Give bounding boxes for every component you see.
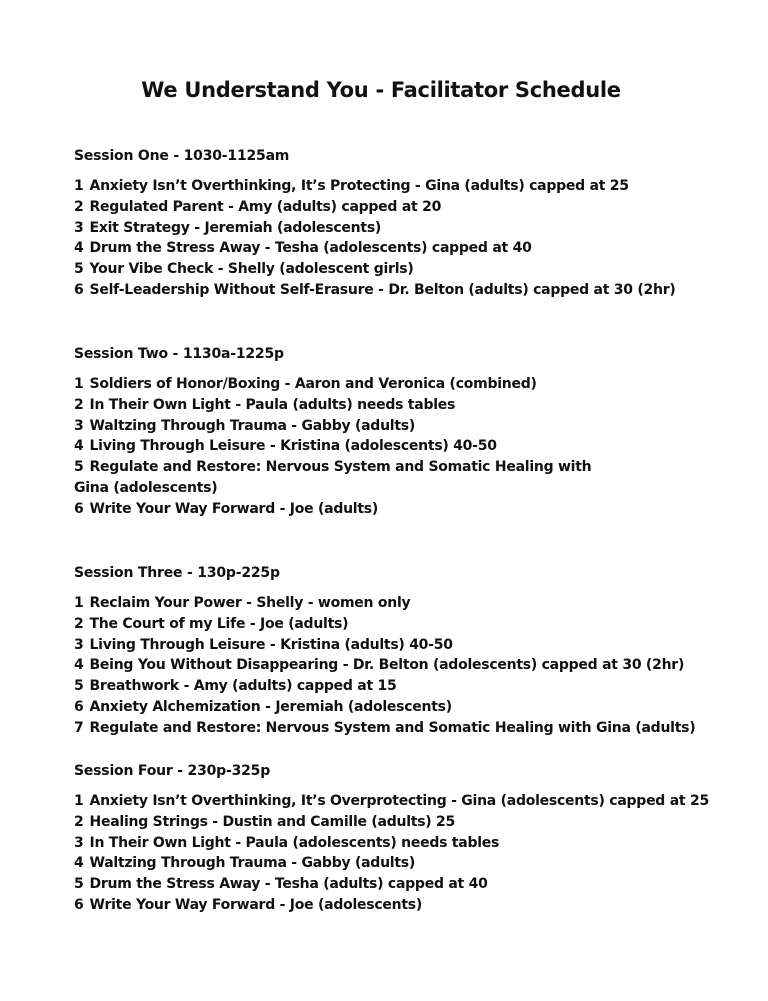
list-item: 6 Self-Leadership Without Self-Erasure - Dr. Belton (adults) capped at 30 (2hr) (74, 281, 676, 298)
list-item: 2 Healing Strings - Dustin and Camille (adults) 25 (74, 813, 456, 830)
list-item: 5 Drum the Stress Away - Tesha (adults) capped at 40 (74, 876, 488, 893)
session-heading: Session One - 1030-1125am (74, 148, 290, 164)
session-two (74, 344, 734, 520)
session-heading: Session Two - 1130a-1225p (74, 346, 284, 362)
session-heading: Session Four - 230p-325p (74, 763, 271, 779)
list-item: 5 Your Vibe Check - Shelly (adolescent girls) (74, 261, 414, 278)
list-item: 3 Exit Strategy - Jeremiah (adolescents) (74, 219, 382, 236)
list-item: 4 Drum the Stress Away - Tesha (adolescents) capped at 40 (74, 240, 532, 257)
session-heading: Session Three - 130p-225p (74, 565, 280, 581)
list-item: 1 Anxiety Isn’t Overthinking, It’s Overprotecting - Gina (adolescents) capped at 25 (74, 793, 709, 809)
session-three (74, 563, 734, 739)
list-item: 2 In Their Own Light - Paula (adults) needs tables (74, 396, 456, 413)
list-item: 4 Living Through Leisure - Kristina (adolescents) 40-50 (74, 438, 497, 455)
list-item: 1 Anxiety Isn’t Overthinking, It’s Protecting - Gina (adults) capped at 25 (74, 178, 629, 194)
list-item: 3 Waltzing Through Trauma - Gabby (adults) (74, 417, 416, 434)
list-item: 3 Living Through Leisure - Kristina (adults) 40-50 (74, 636, 453, 653)
list-item: 2 The Court of my Life - Joe (adults) (74, 615, 349, 632)
list-item: 4 Waltzing Through Trauma - Gabby (adults) (74, 855, 416, 872)
list-item: 1 Reclaim Your Power - Shelly - women only (74, 595, 411, 611)
list-item: 6 Write Your Way Forward - Joe (adolescents) (74, 896, 423, 913)
list-item: 2 Regulated Parent - Amy (adults) capped at 20 (74, 198, 442, 215)
list-item: 4 Being You Without Disappearing - Dr. Belton (adolescents) capped at 30 (2hr) (74, 657, 685, 674)
page-title: We Understand You - Facilitator Schedule (141, 78, 621, 102)
list-item: 6 Anxiety Alchemization - Jeremiah (adolescents) (74, 698, 452, 715)
list-item: 1 Soldiers of Honor/Boxing - Aaron and Veronica (combined) (74, 376, 537, 392)
list-item: 7 Regulate and Restore: Nervous System and Somatic Healing with Gina (adults) (74, 719, 696, 736)
session-four (74, 761, 734, 916)
list-item: 5 Regulate and Restore: Nervous System and Somatic Healing with Gina (adolescents) (74, 459, 592, 496)
list-item: 3 In Their Own Light - Paula (adolescents) needs tables (74, 834, 500, 851)
list-item: 6 Write Your Way Forward - Joe (adults) (74, 500, 379, 517)
list-item: 5 Breathwork - Amy (adults) capped at 15 (74, 678, 397, 695)
session-one (74, 146, 734, 301)
